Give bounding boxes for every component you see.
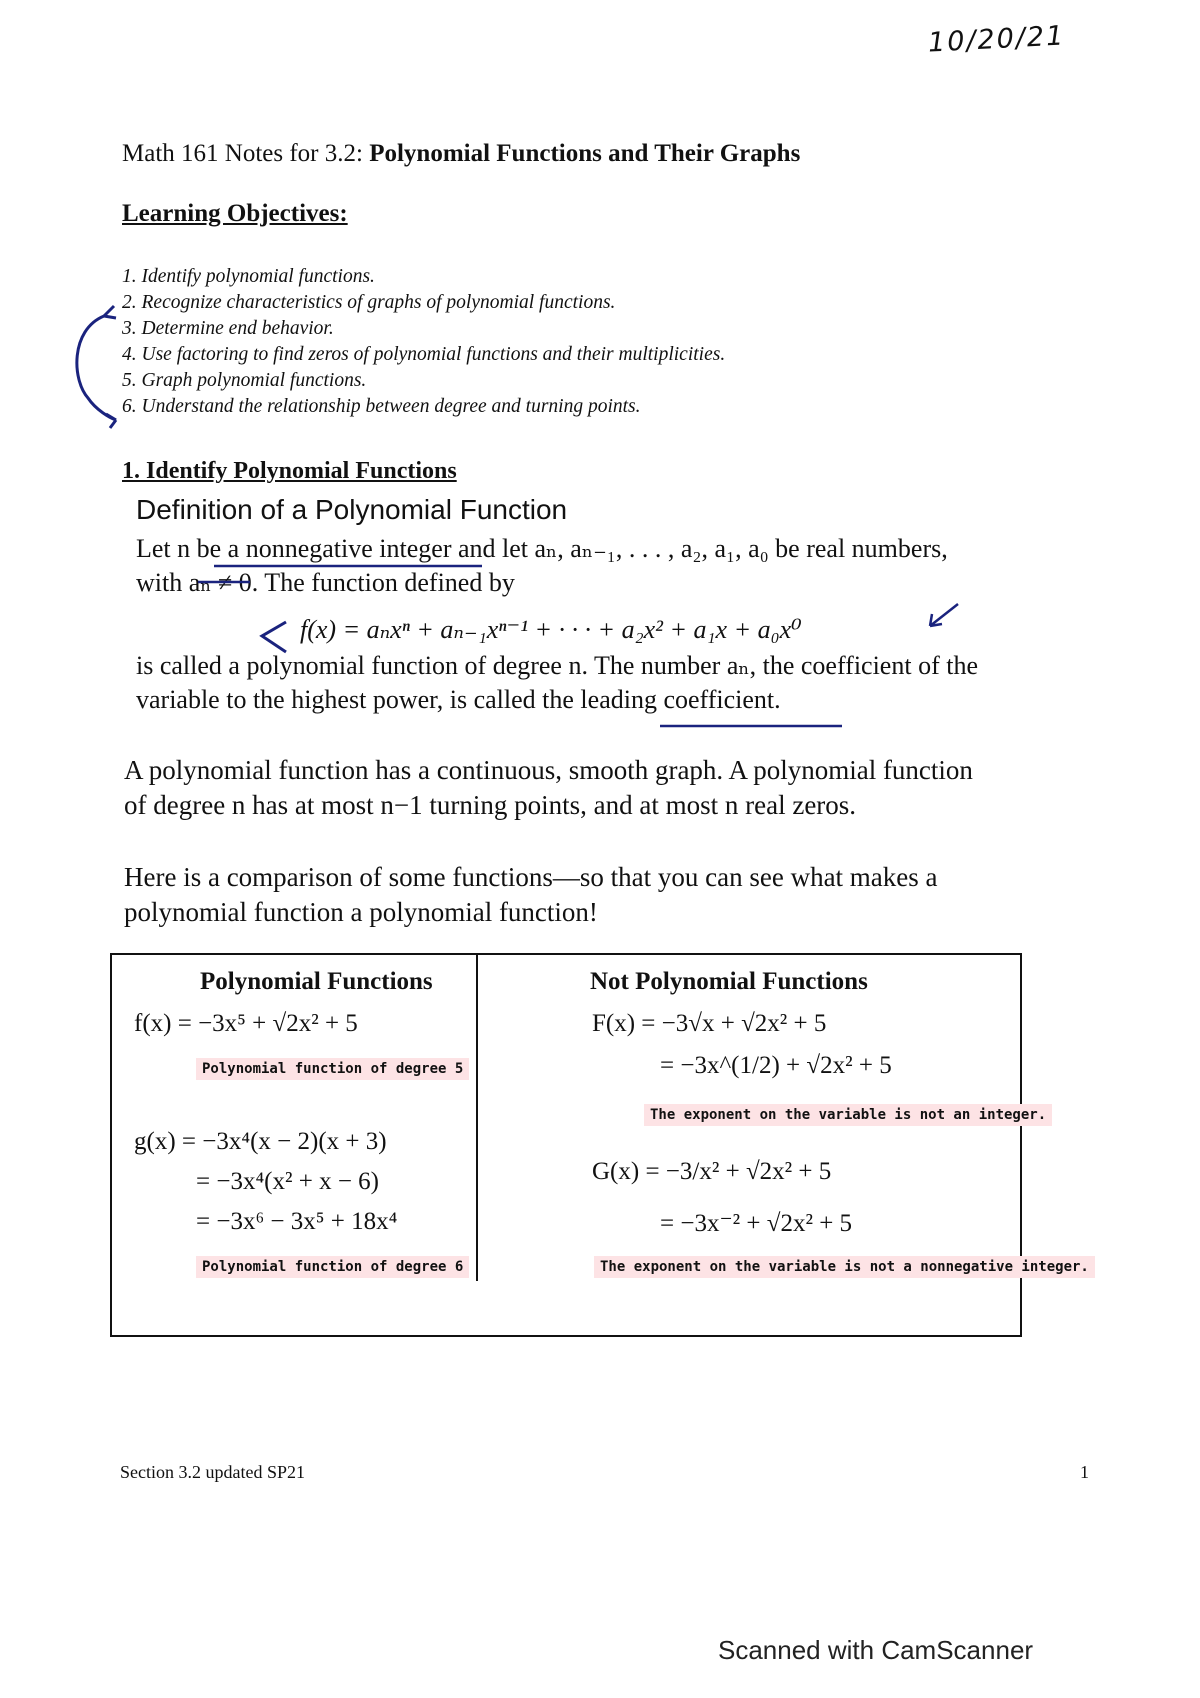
objective-item: 5. Graph polynomial functions. [122,370,367,391]
equation: G(x) = −3/x² + √2x² + 5 [592,1158,832,1185]
objective-item: 1. Identify polynomial functions. [122,266,375,287]
scanner-watermark: Scanned with CamScanner [718,1635,1034,1665]
paragraph-line: polynomial function a polynomial function! [124,897,598,927]
paragraph-line: Here is a comparison of some functions—so that you can see what makes a [124,862,938,892]
right-column-header: Not Polynomial Functions [590,968,868,995]
paragraph-line: of degree n has at most n−1 turning points, and at most n real zeros. [124,790,857,820]
objective-item: 2. Recognize characteristics of graphs of polynomial functions. [122,292,616,313]
equation: = −3x⁶ − 3x⁵ + 18x⁴ [196,1208,398,1235]
equation: = −3x⁴(x² + x − 6) [196,1168,380,1195]
note-badge: The exponent on the variable is not an integer. [644,1104,1052,1126]
equation: = −3x^(1/2) + √2x² + 5 [660,1052,892,1079]
equation: f(x) = −3x⁵ + √2x² + 5 [134,1010,358,1037]
definition-line-1: Let n be a nonnegative integer and let aₙ, aₙ₋₁, . . . , a₂, a₁, a₀ be real numbers, [136,534,948,563]
definition-line-2: with aₙ ≠ 0. The function defined by [136,568,515,597]
objectives-heading: Learning Objectives: [122,200,348,227]
definition-heading: Definition of a Polynomial Function [136,494,568,525]
formula-bracket-icon [262,622,286,652]
footer-section-label: Section 3.2 updated SP21 [120,1462,305,1482]
definition-line-3: is called a polynomial function of degree n. The number aₙ, the coefficient of the [136,651,978,680]
page-number: 1 [1080,1462,1089,1482]
equation: g(x) = −3x⁴(x − 2)(x + 3) [134,1128,387,1155]
objective-item: 4. Use factoring to find zeros of polynomial functions and their multiplicities. [122,344,726,365]
polynomial-formula: f(x) = aₙxⁿ + aₙ₋₁xⁿ⁻¹ + · · · + a₂x² + a₁x + a₀x⁰ [300,615,802,644]
title-bold: Polynomial Functions and Their Graphs [369,140,801,167]
title-prefix: Math 161 Notes for 3.2: [122,140,363,167]
left-column-header: Polynomial Functions [200,968,433,995]
equation: F(x) = −3√x + √2x² + 5 [592,1010,827,1037]
arrow-icon [930,604,958,626]
arrow-head-icon [106,414,116,428]
arrow-head-icon [104,306,116,318]
note-badge: The exponent on the variable is not a nonnegative integer. [594,1256,1095,1278]
objective-item: 6. Understand the relationship between degree and turning points. [122,396,641,417]
definition-line-4: variable to the highest power, is called the leading coefficient. [136,685,781,714]
handwritten-date: 10/20/21 [927,20,1066,59]
note-badge: Polynomial function of degree 6 [196,1256,469,1278]
paragraph-line: A polynomial function has a continuous, smooth graph. A polynomial function [124,755,973,785]
section-heading: 1. Identify Polynomial Functions [122,458,457,484]
objective-bracket-icon [77,316,116,420]
equation: = −3x⁻² + √2x² + 5 [660,1210,853,1237]
objective-item: 3. Determine end behavior. [122,318,334,339]
note-badge: Polynomial function of degree 5 [196,1058,469,1080]
